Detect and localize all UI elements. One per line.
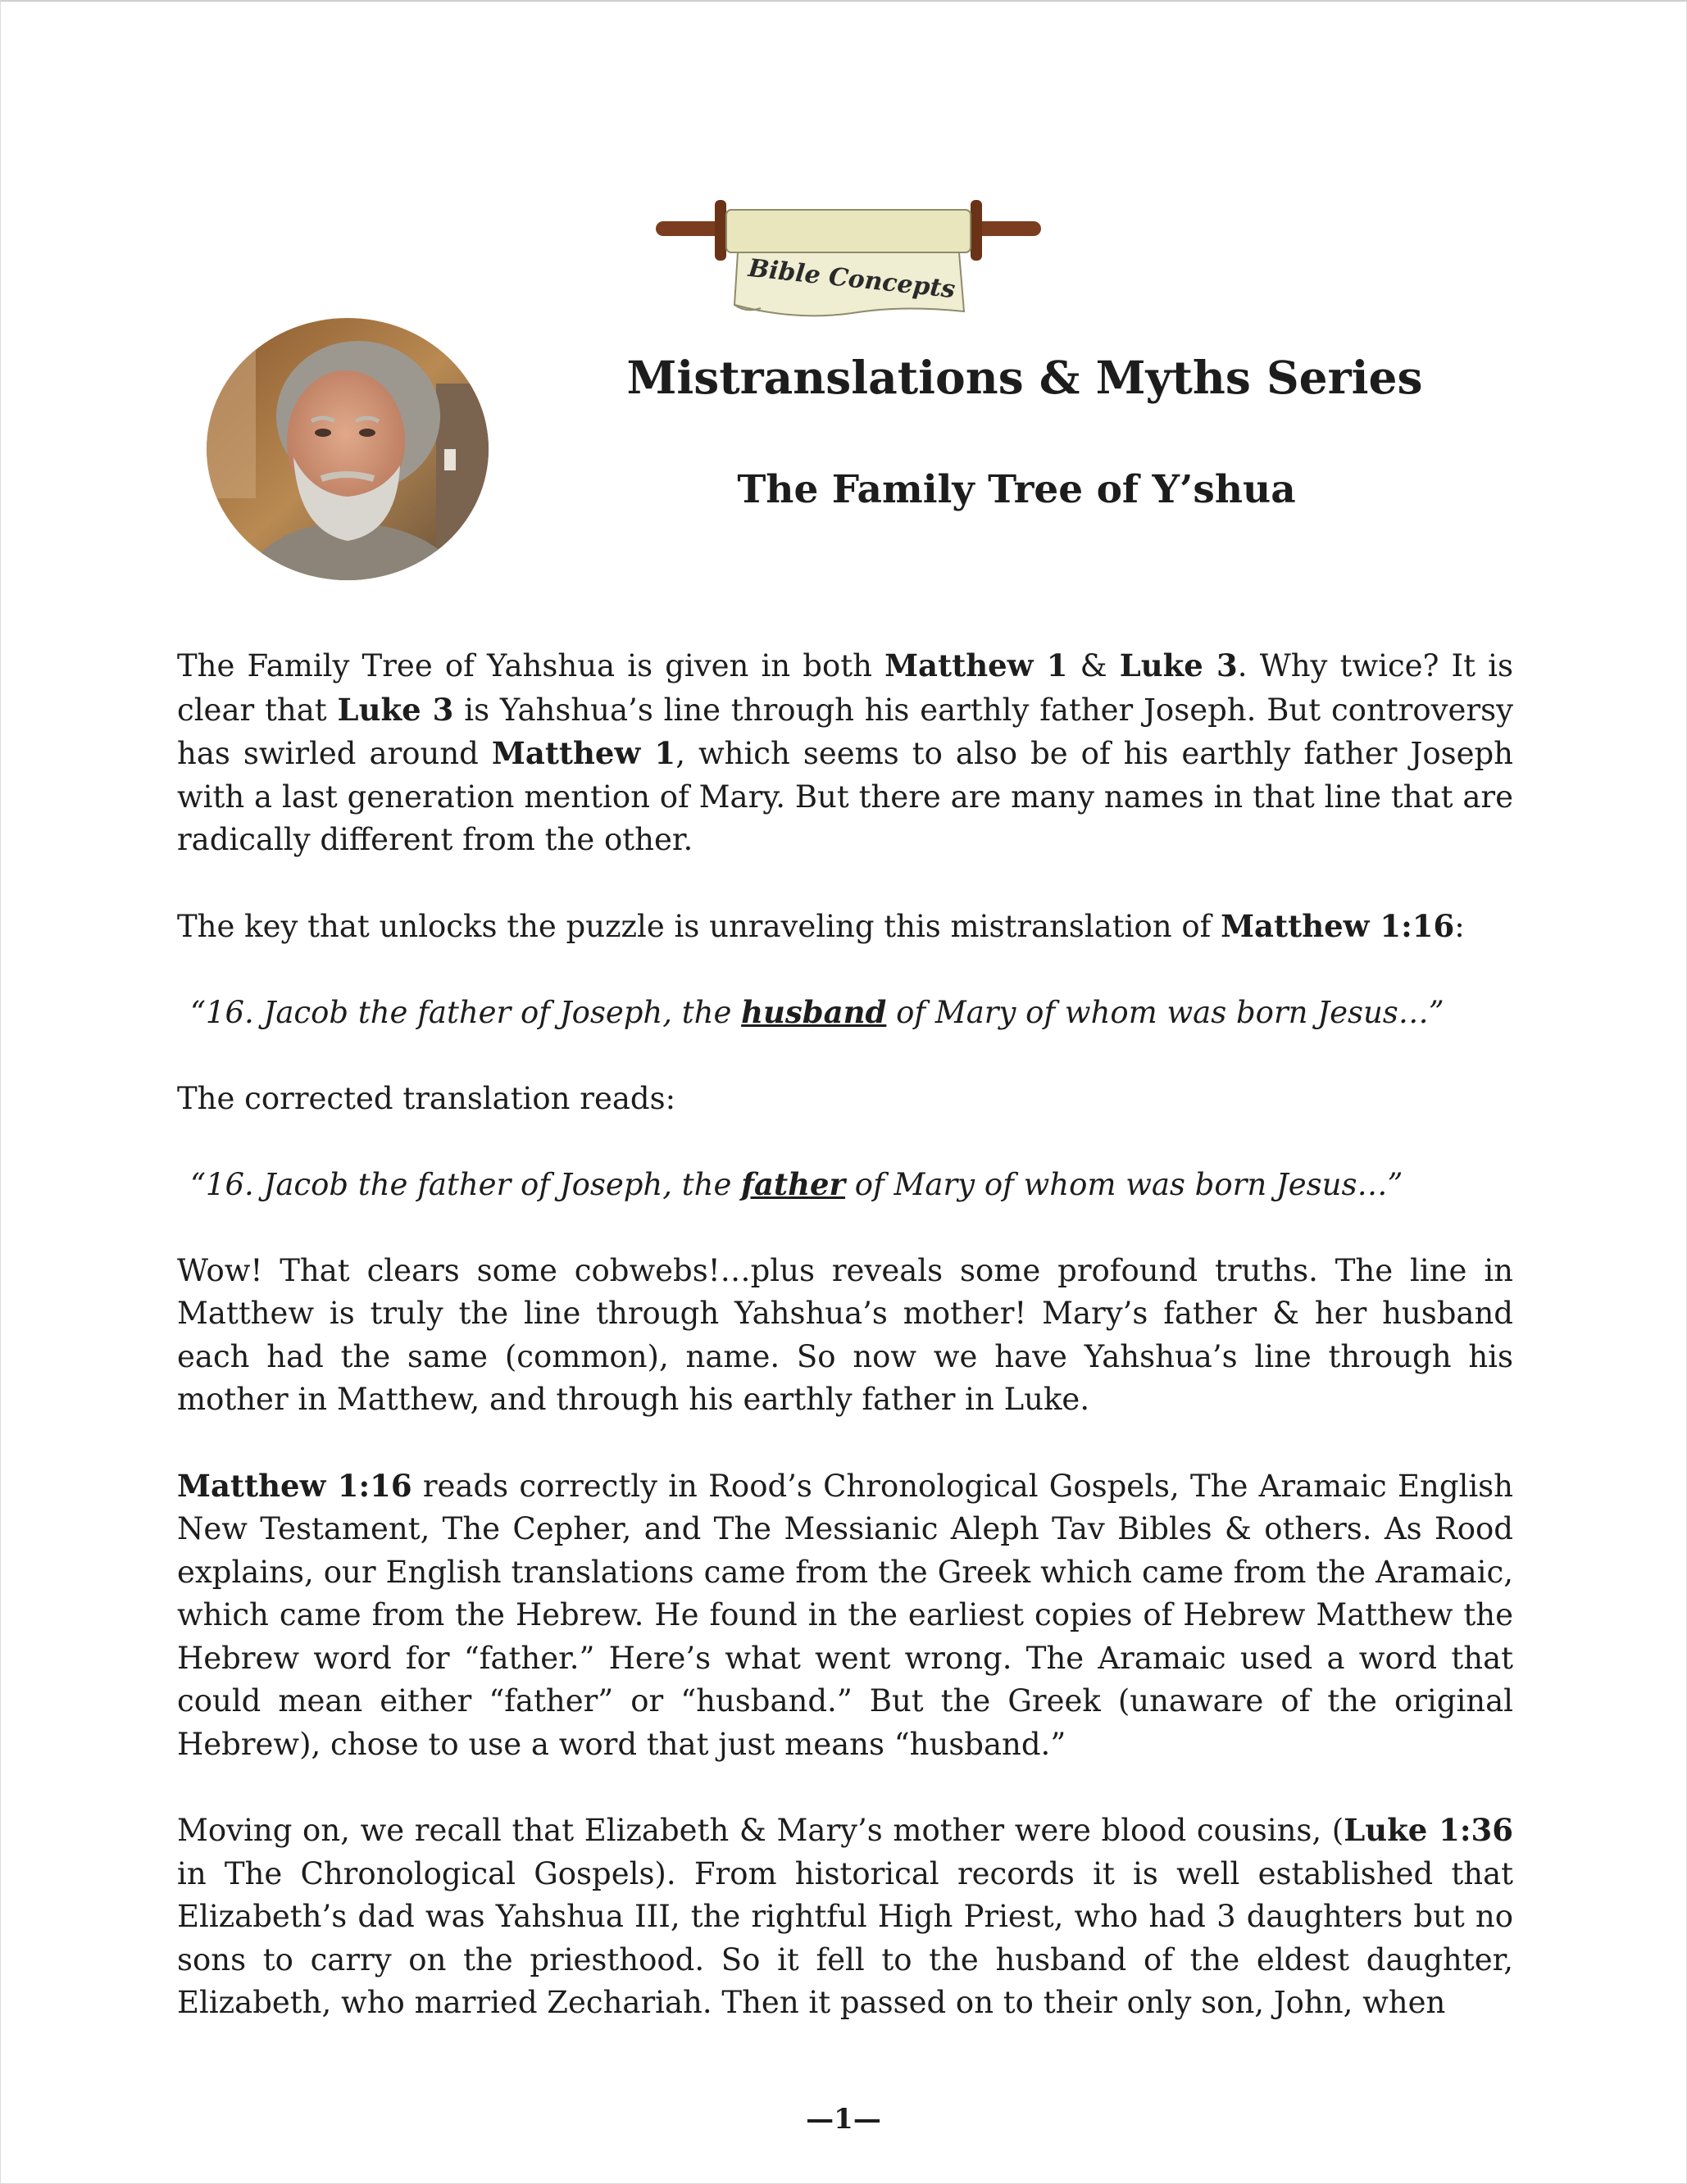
text-run: “16. Jacob the father of Joseph, the <box>190 1167 742 1202</box>
text-run: is Yahshua’s line through his earthly father Joseph. But controversy has swirled around <box>177 692 1513 771</box>
paragraph-5 <box>177 1464 1513 1767</box>
article-title: The Family Tree of Y’shua <box>737 467 1296 512</box>
text-run: Moving on, we recall that Elizabeth & Mary’s mother were blood cousins, ( <box>177 1813 1344 1848</box>
quote-mistranslation <box>177 991 1513 1035</box>
text-run: “16. Jacob the father of Joseph, the <box>190 995 742 1030</box>
text-run: . Why twice? It is clear that <box>177 648 1513 728</box>
text-run: & <box>1067 648 1120 683</box>
scripture-ref: Matthew 1:16 <box>1221 907 1455 944</box>
scripture-ref: Luke 3 <box>337 691 454 728</box>
paragraph-6 <box>177 1809 1513 2025</box>
text-run: The Family Tree of Yahshua is given in both <box>177 648 885 683</box>
text-run: reads correctly in Rood’s Chronological Gospels, The Aramaic English New Testament, The Cepher, and The Messianic Aleph Tav Bibles & others. As Rood explains, our English translations came from the Greek which came from the Aramaic, which came from the Hebrew. He found in the earliest copies of Hebrew Matthew the Hebrew word for “father.” Here’s what went wrong. The Aramaic used a word that could mean either “father” or “husband.” But the Greek (unaware of the original Hebrew), chose to use a word that just means “husband.” <box>177 1468 1513 1762</box>
scripture-ref: Luke 3 <box>1119 647 1238 683</box>
series-title: Mistranslations & Myths Series <box>626 351 1423 404</box>
quote-corrected <box>177 1163 1513 1207</box>
bible-concepts-logo <box>656 190 1041 321</box>
paragraph-2 <box>177 905 1513 949</box>
scroll-parchment <box>726 210 971 252</box>
paragraph-3: The corrected translation reads: <box>177 1080 676 1116</box>
paragraph-1 <box>177 644 1513 862</box>
scroll-roller-right <box>971 200 982 261</box>
paragraph-4: Wow! That clears some cobwebs!…plus reveals some profound truths. The line in Matthew is truly the line through Yahshua’s mother! Mary’s father & her husband each had the same (common), name. So now we have Yahshua’s line through his mother in Matthew, and through his earthly father in Luke. <box>177 1252 1513 1417</box>
emphasized-word: father <box>741 1166 846 1202</box>
author-photo <box>207 318 489 580</box>
scripture-ref: Luke 1:36 <box>1344 1812 1514 1848</box>
text-run: , which seems to also be of his earthly father Joseph with a last generation mention of Mary. But there are many names in that line that are radically different from the other. <box>177 736 1513 857</box>
text-run: of Mary of whom was born Jesus…” <box>886 995 1444 1030</box>
scroll-roller-left <box>715 200 726 261</box>
logo-text: Bible Concepts <box>747 253 957 305</box>
article-body <box>177 644 1513 2025</box>
scripture-ref: Matthew 1 <box>491 735 676 771</box>
text-run: : <box>1454 908 1465 944</box>
scripture-ref: Matthew 1 <box>884 647 1068 683</box>
text-run: The key that unlocks the puzzle is unraveling this mistranslation of <box>177 908 1221 944</box>
page-number: —1— <box>806 2103 881 2136</box>
emphasized-word: husband <box>741 994 887 1030</box>
text-run: of Mary of whom was born Jesus…” <box>845 1167 1403 1202</box>
author-avatar <box>207 318 489 580</box>
text-run: in The Chronological Gospels). From historical records it is well established that Elizabeth’s dad was Yahshua III, the rightful High Priest, who had 3 daughters but no sons to carry on the priesthood. So it fell to the husband of the eldest daughter, Elizabeth, who married Zechariah. Then it passed on to their only son, John, when <box>177 1855 1513 2020</box>
scripture-ref: Matthew 1:16 <box>177 1467 412 1504</box>
